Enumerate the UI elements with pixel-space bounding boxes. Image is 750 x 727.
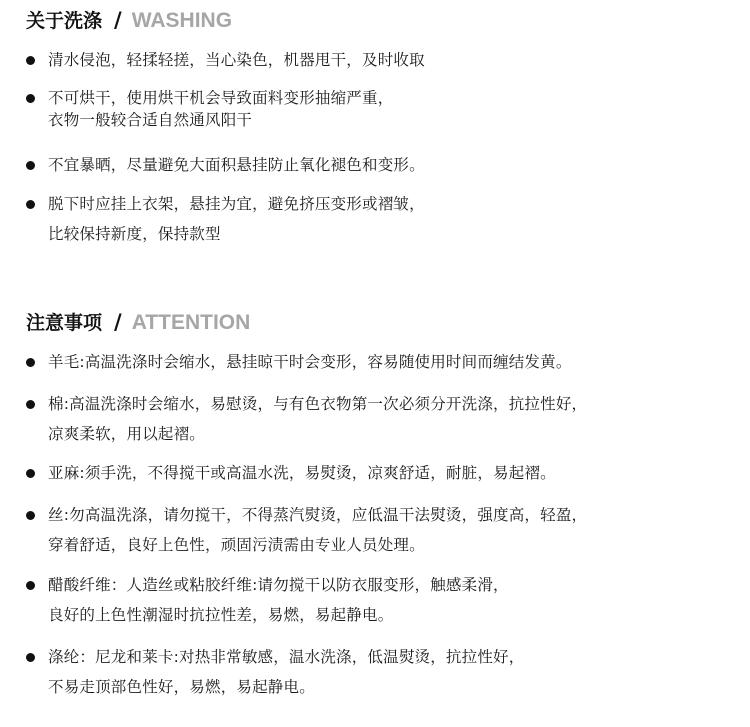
washing-title-cn: 关于洗涤 bbox=[26, 10, 103, 32]
attention-item-2-line-2: 凉爽柔软，用以起褶。 bbox=[48, 425, 206, 443]
washing-item-2-line-2: 衣物一般较合适自然通风阳干 bbox=[48, 111, 253, 129]
attention-section-title bbox=[26, 308, 250, 335]
washing-item-4 bbox=[26, 193, 741, 245]
attention-item-2 bbox=[26, 393, 741, 445]
bullet-icon bbox=[26, 581, 35, 590]
attention-item-4 bbox=[26, 504, 741, 556]
washing-title-separator: / bbox=[114, 8, 122, 32]
bullet-icon bbox=[26, 400, 35, 409]
attention-item-5-line-1: 醋酸纤维：人造丝或粘胶纤维:请勿搅干以防衣服变形，触感柔滑， bbox=[48, 576, 509, 594]
bullet-icon bbox=[26, 94, 35, 103]
attention-title-en: ATTENTION bbox=[131, 311, 251, 334]
attention-item-6-line-1: 涤纶：尼龙和莱卡:对热非常敏感，温水洗涤，低温熨烫，抗拉性好， bbox=[48, 648, 525, 666]
washing-item-1 bbox=[26, 49, 741, 71]
washing-item-3 bbox=[26, 154, 741, 176]
attention-item-4-line-1: 丝:勿高温洗涤，请勿搅干，不得蒸汽熨烫，应低温干法熨烫，强度高，轻盈， bbox=[48, 506, 588, 524]
washing-item-4-line-2: 比较保持新度，保持款型 bbox=[48, 225, 221, 243]
attention-item-2-line-1: 棉:高温洗涤时会缩水，易慰烫，与有色衣物第一次必须分开洗涤，抗拉性好， bbox=[48, 395, 588, 413]
attention-item-3-line-1: 亚麻:须手洗，不得搅干或高温水洗，易熨烫，凉爽舒适，耐脏，易起褶。 bbox=[48, 464, 556, 482]
bullet-icon bbox=[26, 56, 35, 65]
attention-title-separator: / bbox=[114, 310, 122, 334]
washing-section-title bbox=[26, 6, 232, 33]
bullet-icon bbox=[26, 161, 35, 170]
washing-item-1-line-1: 清水侵泡，轻揉轻搓，当心染色，机器甩干，及时收取 bbox=[48, 51, 425, 69]
bullet-icon bbox=[26, 469, 35, 478]
bullet-icon bbox=[26, 653, 35, 662]
bullet-icon bbox=[26, 511, 35, 520]
attention-item-6-line-2: 不易走顶部色性好，易燃，易起静电。 bbox=[48, 678, 315, 696]
attention-item-1 bbox=[26, 351, 741, 373]
attention-item-6 bbox=[26, 646, 741, 698]
attention-item-5 bbox=[26, 574, 741, 626]
attention-item-3 bbox=[26, 462, 741, 484]
bullet-icon bbox=[26, 358, 35, 367]
attention-title-cn: 注意事项 bbox=[26, 312, 103, 334]
washing-item-2-line-1: 不可烘干，使用烘干机会导致面料变形抽缩严重， bbox=[48, 89, 394, 107]
washing-item-2 bbox=[26, 87, 741, 131]
attention-item-1-line-1: 羊毛:高温洗涤时会缩水，悬挂晾干时会变形，容易随使用时间而缠结发黄。 bbox=[48, 353, 572, 371]
washing-item-4-line-1: 脱下时应挂上衣架，悬挂为宜，避免挤压变形或褶皱， bbox=[48, 195, 425, 213]
attention-item-5-line-2: 良好的上色性潮湿时抗拉性差，易燃，易起静电。 bbox=[48, 606, 394, 624]
washing-title-en: WASHING bbox=[131, 9, 233, 32]
washing-item-3-line-1: 不宜暴晒，尽量避免大面积悬挂防止氧化褪色和变形。 bbox=[48, 156, 425, 174]
bullet-icon bbox=[26, 200, 35, 209]
attention-item-4-line-2: 穿着舒适，良好上色性，顽固污渍需由专业人员处理。 bbox=[48, 536, 425, 554]
